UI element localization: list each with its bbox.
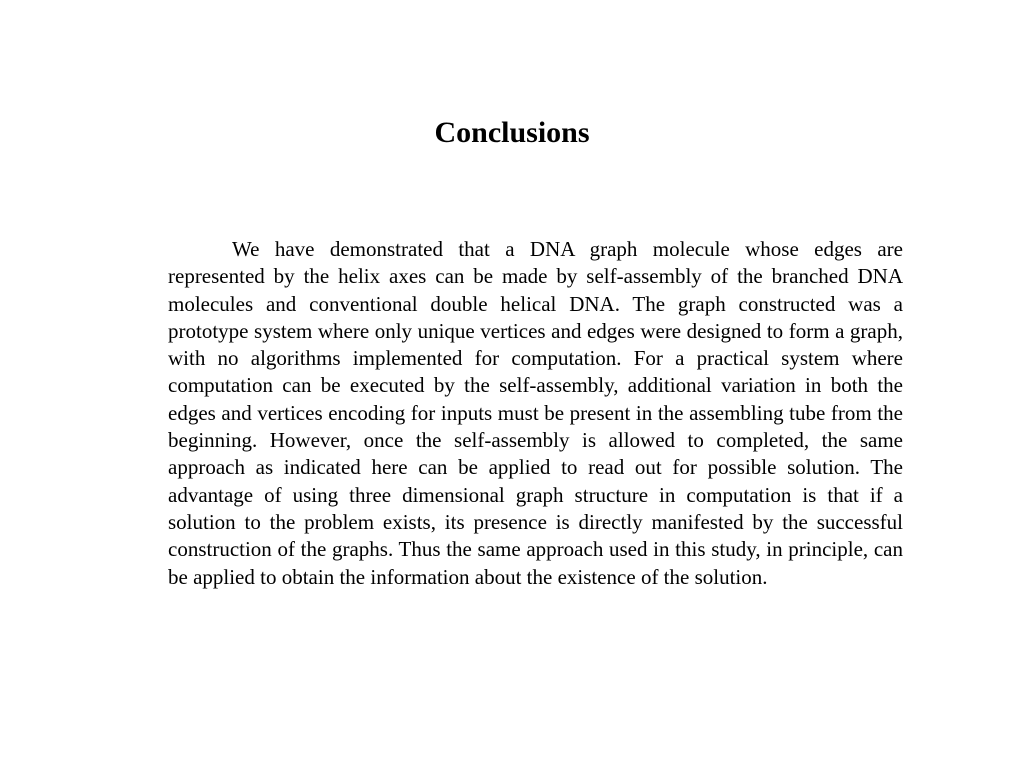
slide-title: Conclusions [434, 116, 590, 149]
conclusions-paragraph: We have demonstrated that a DNA graph molecule whose edges are represented by the helix axes can be made by self-assembly of the branched DNA molecules and conventional double helical DNA. The graph constructed was a prototype system where only unique vertices and edges were designed to form a graph, with no algorithms implemented for computation. For a practical system where computation can be executed by the self-assembly, additional variation in both the edges and vertices encoding for inputs must be present in the assembling tube from the beginning. However, once the self-assembly is allowed to completed, the same approach as indicated here can be applied to read out for possible solution. The advantage of using three dimensional graph structure in computation is that if a solution to the problem exists, its presence is directly manifested by the successful construction of the graphs. Thus the same approach used in this study, in principle, can be applied to obtain the information about the existence of the solution. [168, 237, 903, 589]
